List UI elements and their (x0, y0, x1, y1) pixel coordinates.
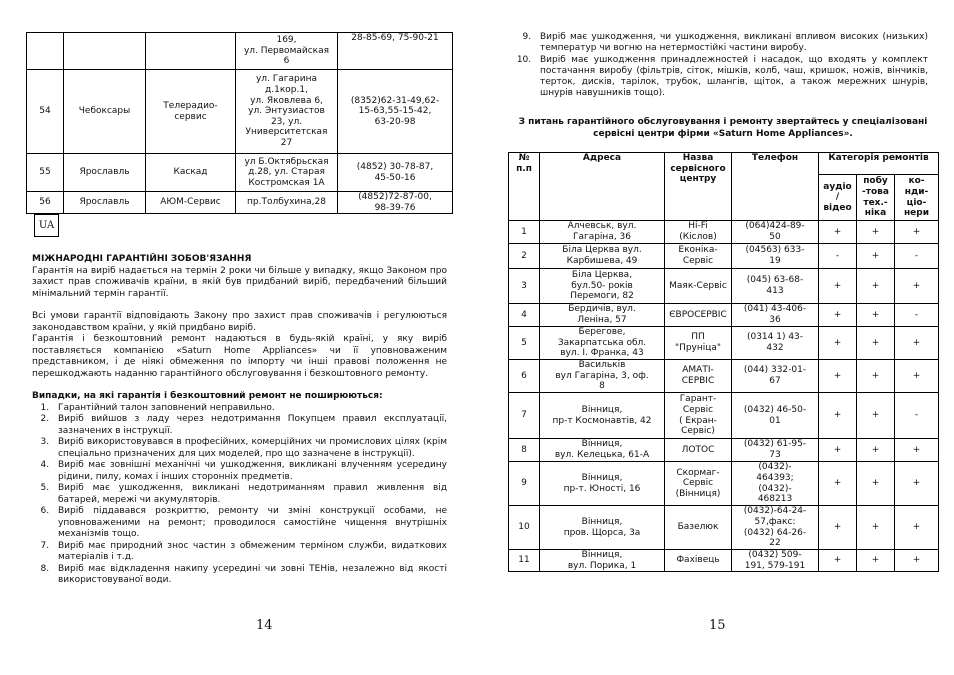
table-row (509, 439, 939, 462)
cell-num: 11 (509, 550, 540, 572)
cell-c: + (895, 506, 939, 550)
service-centers-table-ru (26, 32, 453, 214)
cell-company: Каскад (146, 154, 236, 192)
cell-num: 2 (509, 244, 540, 269)
cell-num (27, 33, 64, 70)
cell-company: Телерадио- сервис (146, 70, 236, 154)
table-row (509, 244, 939, 269)
cell-num: 3 (509, 269, 540, 304)
service-centers-table-ua (508, 152, 939, 572)
cell-b: + (857, 304, 895, 327)
cell-address: Біла Церква вул. Карбишева, 49 (540, 244, 665, 269)
cell-a: + (819, 393, 857, 439)
table-row (27, 33, 453, 70)
exclusion-item: 2. Виріб вийшов з ладу через недотримання Покупцем правил експлуатації, зазначених в інструкції. (52, 414, 447, 437)
table-row (27, 192, 453, 214)
cell-phone: (4852)72-87-00, 98-39-76 (338, 192, 453, 214)
cell-a: + (819, 360, 857, 393)
exclusions-list-continued (508, 32, 928, 100)
cell-b: + (857, 393, 895, 439)
cell-c: - (895, 304, 939, 327)
exclusion-item: 5. Виріб має ушкодження, викликані недотриманням правил живлення від батарей, мережі чи акумуляторів. (52, 483, 447, 506)
cell-b: + (857, 506, 895, 550)
cell-c: + (895, 462, 939, 506)
cell-b: + (857, 439, 895, 462)
cell-phone: (041) 43-406- 36 (732, 304, 819, 327)
cell-c: + (895, 550, 939, 572)
cell-phone: 28-85-69, 75-90-21 (338, 33, 453, 70)
cell-address: Бердичів, вул. Леніна, 57 (540, 304, 665, 327)
exclusion-item: 10. Виріб має ушкодження принадлежностей і насадок, що входять у комплект постачання виробу (фільтрів, сіток, мішків, колб, чаш, кришок, ножів, вінчиків, терток, дисків, тарілок, трубок, шлангів, щіток, а також мережних шнурів, шнурів навушників тощо). (534, 55, 928, 100)
col-phone-header: Телефон (732, 153, 819, 221)
cell-a: + (819, 439, 857, 462)
exclusions-title: Випадки, на які гарантія і безкоштовний ремонт не поширюються: (32, 391, 383, 401)
exclusion-item: 9. Виріб має ушкодження, чи ушкодження, викликані впливом високих (низьких) температур чи вогню на нетермостійкі частини виробу. (534, 32, 928, 55)
cell-phone: (064)424-89- 50 (732, 221, 819, 244)
cell-a: + (819, 269, 857, 304)
cell-a: + (819, 327, 857, 360)
exclusion-item: 8. Виріб має відкладення накипу усередині чи зовні ТЕНів, незалежно від якості використовуваної води. (52, 564, 447, 587)
cat-cond-header: ко- нди- ціо- нери (895, 175, 939, 221)
cell-b: + (857, 221, 895, 244)
cell-phone: (045) 63-68- 413 (732, 269, 819, 304)
cell-address: Вінниця, вул. Келецька, 61-А (540, 439, 665, 462)
cell-b: + (857, 462, 895, 506)
exclusion-item: 1. Гарантійний талон заповнений неправильно. (52, 403, 447, 415)
cell-b: + (857, 550, 895, 572)
warranty-text (32, 254, 447, 587)
cell-city: Ярославль (64, 154, 146, 192)
cell-c: - (895, 393, 939, 439)
cell-city: Чебоксары (64, 70, 146, 154)
cell-num: 9 (509, 462, 540, 506)
cell-address: пр.Толбухина,28 (236, 192, 338, 214)
cell-name: ЛОТОС (665, 439, 732, 462)
exclusion-item: 7. Виріб має природний знос частин з обмеженим терміном служби, видаткових матеріалів і т.д. (52, 541, 447, 564)
col-name-header: Назва сервісного центру (665, 153, 732, 221)
cell-a: + (819, 462, 857, 506)
page-number: 14 (256, 618, 273, 633)
cell-phone: (0432) 46-50- 01 (732, 393, 819, 439)
table-body (27, 33, 453, 214)
cell-phone: (0432)-64-24- 57,факс: (0432) 64-26- 22 (732, 506, 819, 550)
cell-a: + (819, 304, 857, 327)
table-row (509, 327, 939, 360)
cell-phone: (04563) 633- 19 (732, 244, 819, 269)
language-badge: UA (34, 214, 59, 237)
cell-company: АЮМ-Сервис (146, 192, 236, 214)
cell-c: - (895, 244, 939, 269)
exclusion-item: 4. Виріб має зовнішні механічні чи ушкодження, викликані влученням усередину рідини, пилу, комах і інших сторонніх предметів. (52, 460, 447, 483)
col-category-header: Категорія ремонтів (819, 153, 939, 175)
cell-company (146, 33, 236, 70)
cell-name: Скормаг- Сервіс (Вінниця) (665, 462, 732, 506)
warranty-title: МІЖНАРОДНІ ГАРАНТІЙНІ ЗОБОВ'ЯЗАННЯ (32, 254, 252, 264)
cell-address: Вінниця, вул. Порика, 1 (540, 550, 665, 572)
cell-c: + (895, 269, 939, 304)
cell-name: Базелюк (665, 506, 732, 550)
cell-address: Вінниця, пр-т. Юності, 16 (540, 462, 665, 506)
cell-num: 10 (509, 506, 540, 550)
cell-phone: (044) 332-01- 67 (732, 360, 819, 393)
cell-b: + (857, 360, 895, 393)
cell-phone: (0432) 61-95- 73 (732, 439, 819, 462)
cell-num: 54 (27, 70, 64, 154)
table-row (27, 70, 453, 154)
col-num-header: № п.п (509, 153, 540, 221)
cell-address: Вінниця, пр-т Космонавтів, 42 (540, 393, 665, 439)
warranty-paragraph-1: Гарантія на виріб надається на термін 2 роки чи більше у випадку, якщо Законом про захист прав споживачів країни, в якій був придбаний виріб, передбачений більший мінімальний термін гарантії. (32, 265, 447, 299)
cell-b: + (857, 244, 895, 269)
cell-address: Васильків вул Гагаріна, 3, оф. 8 (540, 360, 665, 393)
cell-c: + (895, 327, 939, 360)
cell-a: - (819, 244, 857, 269)
cell-phone: (8352)62-31-49,62- 15-63,55-15-42, 63-20-98 (338, 70, 453, 154)
table-row (509, 221, 939, 244)
cell-phone: (0432) 509- 191, 579-191 (732, 550, 819, 572)
table-row (509, 269, 939, 304)
cell-city (64, 33, 146, 70)
cell-a: + (819, 550, 857, 572)
warranty-paragraph-3: Гарантія і безкоштовний ремонт надаються в будь-якій країні, у яку виріб поставляється компанією «Saturn Home Appliances» чи її уповноваженим представником, і де ніякі обмеження по імпорту чи інші правові положення не перешкоджають наданню гарантійного обслуговування і безкоштовного ремонту. (32, 334, 447, 379)
service-heading: З питань гарантійного обслуговування і ремонту звертайтесь у спеціалізовані сервісні центри фірми «Saturn Home Appliances». (518, 117, 928, 139)
cell-a: + (819, 506, 857, 550)
table-row (509, 462, 939, 506)
cell-name: Гарант- Сервіс ( Екран- Сервіс) (665, 393, 732, 439)
exclusion-item: 6. Виріб піддавався розкриттю, ремонту чи зміні конструкції особами, не уповноваженими на ремонт; проводилося самостійне чищення внутрішніх механізмів тощо. (52, 506, 447, 541)
col-address-header: Адреса (540, 153, 665, 221)
cell-name: ЄВРОСЕРВІС (665, 304, 732, 327)
cell-name: Фахівець (665, 550, 732, 572)
cell-phone: (0314 1) 43- 432 (732, 327, 819, 360)
cell-phone: (4852) 30-78-87, 45-50-16 (338, 154, 453, 192)
cell-name: ПП "Пруніца" (665, 327, 732, 360)
cell-c: + (895, 360, 939, 393)
cell-num: 8 (509, 439, 540, 462)
cat-home-header: побу -това тех.- ніка (857, 175, 895, 221)
page-number: 15 (709, 618, 726, 633)
cell-name: Hi-Fi (Кіслов) (665, 221, 732, 244)
cell-num: 5 (509, 327, 540, 360)
table-row (509, 304, 939, 327)
cell-address: ул. Гагарина д.1кор.1, ул. Яковлева 6, ул. Энтузиастов 23, ул. Университетская 27 (236, 70, 338, 154)
table-body (509, 221, 939, 572)
table-row (509, 550, 939, 572)
cell-name: АМАТІ- СЕРВІС (665, 360, 732, 393)
cell-num: 55 (27, 154, 64, 192)
cell-c: + (895, 221, 939, 244)
cell-num: 56 (27, 192, 64, 214)
cell-address: 169, ул. Первомайская 6 (236, 33, 338, 70)
cell-address: ул Б.Октябрьская д.28, ул. Старая Костромская 1А (236, 154, 338, 192)
cell-address: Алчевськ, вул. Гагаріна, 36 (540, 221, 665, 244)
cell-b: + (857, 269, 895, 304)
cell-address: Берегове, Закарпатська обл. вул. І. Франка, 43 (540, 327, 665, 360)
cell-address: Вінниця, пров. Щорса, 3а (540, 506, 665, 550)
exclusions-continued (508, 32, 928, 100)
cell-address: Біла Церква, бул.50- років Перемоги, 82 (540, 269, 665, 304)
cell-name: Еконіка- Сервіс (665, 244, 732, 269)
table-row (509, 506, 939, 550)
table-row (509, 393, 939, 439)
cell-city: Ярославль (64, 192, 146, 214)
cell-num: 6 (509, 360, 540, 393)
cat-audio-header: аудіо / відео (819, 175, 857, 221)
cell-phone: (0432)- 464393; (0432)- 468213 (732, 462, 819, 506)
cell-num: 1 (509, 221, 540, 244)
cell-c: + (895, 439, 939, 462)
cell-num: 7 (509, 393, 540, 439)
cell-a: + (819, 221, 857, 244)
cell-b: + (857, 327, 895, 360)
warranty-paragraph-2: Всі умови гарантії відповідають Закону про захист прав споживачів і регулюються законодавством країни, у якій придбано виріб. (32, 311, 447, 333)
table-header (509, 153, 939, 221)
exclusion-item: 3. Виріб використовувався в професійних, комерційних чи промислових цілях (крім спеціально призначених для цих моделей, про що зазначене в інструкції). (52, 437, 447, 460)
cell-name: Маяк-Сервіс (665, 269, 732, 304)
table-row (509, 360, 939, 393)
cell-num: 4 (509, 304, 540, 327)
exclusions-list (32, 403, 447, 587)
table-row (27, 154, 453, 192)
